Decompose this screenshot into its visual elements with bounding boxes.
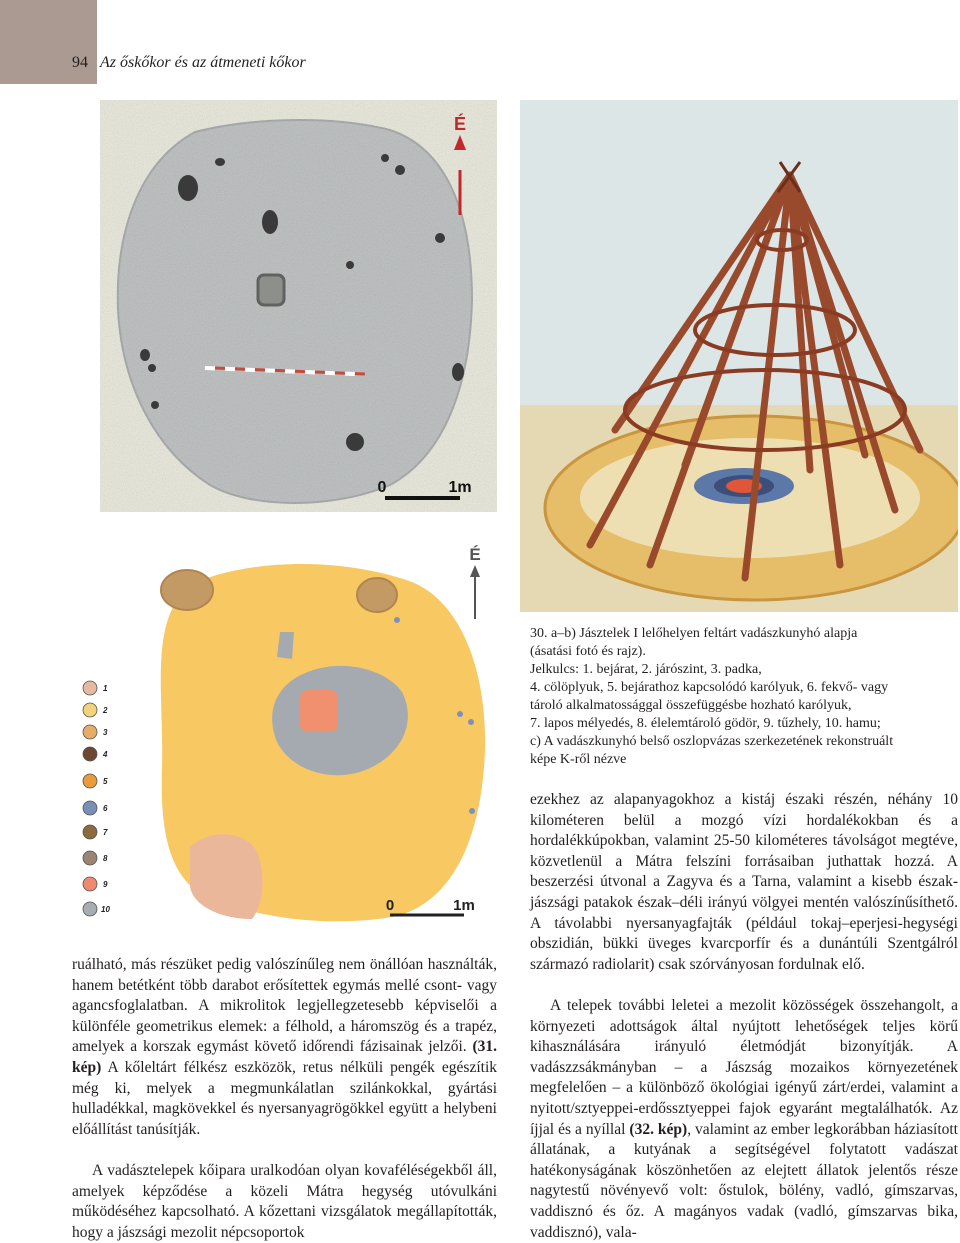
hearth <box>300 690 338 732</box>
post-hole <box>140 349 150 361</box>
post-hole <box>395 165 405 175</box>
caption-line: 4. cölöplyuk, 5. bejárathoz kapcsolódó karólyuk, 6. fekvő- vagy <box>530 680 889 695</box>
legend-swatch-3 <box>83 725 97 739</box>
caption-line: 30. a–b) Jásztelek I lelőhelyen feltárt vadászkunyhó alapja <box>530 626 858 641</box>
figure-30c-reconstruction <box>520 100 958 612</box>
caption-line: 7. lapos mélyedés, 8. élelemtároló gödör, 9. tűzhely, 10. hamu; <box>530 716 881 731</box>
legend-label-7: 7 <box>103 828 108 837</box>
left-p2-text: A vadásztelepek kőipara uralkodóan olyan kovaféléségekből áll, amelyek képződése a közeli Mátra hegység utóvulkáni működéséhez kapcsolható. A kőzettani vizsgálatok megállapították, hogy a jászsági mezolit népcsoportok <box>72 1162 497 1241</box>
caption-line: képe K-ről nézve <box>530 752 627 767</box>
legend-swatch-4 <box>83 747 97 761</box>
scale-end: 1m <box>453 897 475 914</box>
right-p2-text-a: A telepek további leletei a mezolit közösségek összehangolt, a környezeti adottságok által nyújtott lehetőségek teljes körű kihasználására irányuló életmódját bizonyítják. A vadászzsákmányban – a Jászság mozaikos környezetének megfelelően – a különböző ökológiai igényű zárt/erdei, valamint a nyitott/sztyeppei-erdőssztyeppei fajok egyaránt megtalálhatók. Az íjjal és a nyíllal <box>530 997 958 1138</box>
legend-swatch-5 <box>83 774 97 788</box>
chapter-title: Az őskőkor és az átmeneti kőkor <box>100 54 306 71</box>
post-hole <box>262 210 278 234</box>
left-paragraph-2 <box>72 1161 497 1243</box>
legend-label-6: 6 <box>103 804 108 813</box>
hearth-stone <box>258 275 284 305</box>
legend-label-8: 8 <box>103 854 108 863</box>
pit <box>161 570 213 610</box>
legend-label-3: 3 <box>103 728 108 737</box>
stake-hole <box>394 617 400 623</box>
north-label: É <box>469 545 481 564</box>
right-p1-text: ezekhez az alapanyagokhoz a kistáj északi részén, néhány 10 kilométeren belül a mozgó vízi hordalékokban és a hordalékkúpokban, valamint 25-50 kilométeres távolságot megtéve, közvetlenül a Mátra felszíni forrásaiban juthattak hozzá. A beszerzési útvonal a Zagyva és a Tarna, valamint a kisebb észak-jászsági patakok észak–déli irányú völgyei mentén valószínűsíthető. A távolabbi nyersanyagfajták (például tokaj–eperjesi-hegységi obszidián, bükki üveges kvarcporfír és a dunántúli Szentgálról származó radiolarit) csak szórványosan fordulnak elő. <box>530 791 958 973</box>
legend-swatch-7 <box>83 825 97 839</box>
north-label: É <box>453 114 467 134</box>
right-p2-text-b: , valamint az ember legkorábban háziasított állatának, a kutyának a segítségével folytatott vadászat hatékonyságának köszönhetően az elejtett állatok jelentős része nagytestű növényevő volt: őstulok, bölény, vadló, gímszarvas, vaddisznó és őz. A magányos vadak (vadló, gímszarvas bika, vaddisznó), vala- <box>530 1120 958 1241</box>
post-hole <box>346 261 354 269</box>
figure-30b-plan-drawing <box>72 527 497 932</box>
figure-caption <box>530 625 958 769</box>
legend-swatch-9 <box>83 877 97 891</box>
figure-reference-32: (32. kép) <box>629 1120 688 1138</box>
caption-line: Jelkulcs: 1. bejárat, 2. járószint, 3. padka, <box>530 662 762 677</box>
post-hole <box>151 401 159 409</box>
legend-label-4: 4 <box>103 750 108 759</box>
legend-label-9: 9 <box>103 880 108 889</box>
post-hole <box>346 433 364 451</box>
caption-line: (ásatási fotó és rajz). <box>530 644 646 659</box>
post-hole <box>148 364 156 372</box>
stake-hole <box>468 719 474 725</box>
post-hole <box>178 175 198 201</box>
legend-swatch-8 <box>83 851 97 865</box>
legend-swatch-2 <box>83 703 97 717</box>
scale-start: 0 <box>377 479 387 496</box>
figure-30a-excavation-photo <box>100 100 497 512</box>
left-p1-text-b: A kőleltárt félkész eszközök, retus nélküli pengék egészítik még ki, melyek a megmunkálatlan szilánkokkal, gyártási hulladékkal, magkövekkel és nyersanyagrögökkel együtt a helybeni előállítást tanúsítják. <box>72 1058 497 1138</box>
scale-end: 1m <box>448 479 472 496</box>
stake-hole <box>469 808 475 814</box>
post-hole <box>435 233 445 243</box>
post-hole <box>381 154 389 162</box>
legend-swatch-10 <box>83 902 97 916</box>
legend-label-1: 1 <box>103 684 108 693</box>
left-p1-text-a: ruálható, más részüket pedig valószínűleg nem önállóan használták, hanem betétként több darabot erősítettek egymás mellé csont- vagy agancsfoglalatban. A mikrolitok legjellegzetesebb képviselői a különféle geometrikus elemek: a félhold, a háromszög és a trapéz, amelyek a korszak egymást követő időrendi fázisainak jelzői. <box>72 956 497 1056</box>
ash-patch <box>277 632 294 659</box>
legend-label-10: 10 <box>101 905 110 914</box>
left-paragraph-1 <box>72 955 497 1140</box>
scale-start: 0 <box>385 897 395 914</box>
caption-line: c) A vadászkunyhó belső oszlopvázas szerkezetének rekonstruált <box>530 734 894 749</box>
post-hole <box>452 363 464 381</box>
legend-swatch-6 <box>83 801 97 815</box>
caption-line: tároló alkalmatossággal összefüggésbe hozható karólyuk, <box>530 698 852 713</box>
legend-label-2: 2 <box>103 706 108 715</box>
page-number: 94 <box>72 54 88 71</box>
figure-reference-31: (31. kép) <box>72 1038 497 1076</box>
legend-label-5: 5 <box>103 777 108 786</box>
soil-texture <box>118 120 472 503</box>
pit <box>357 578 397 612</box>
legend-swatch-1 <box>83 681 97 695</box>
running-header <box>72 54 306 72</box>
post-hole <box>215 158 225 166</box>
right-paragraph-2 <box>530 996 958 1243</box>
right-paragraph-1 <box>530 790 958 975</box>
stake-hole <box>457 711 463 717</box>
